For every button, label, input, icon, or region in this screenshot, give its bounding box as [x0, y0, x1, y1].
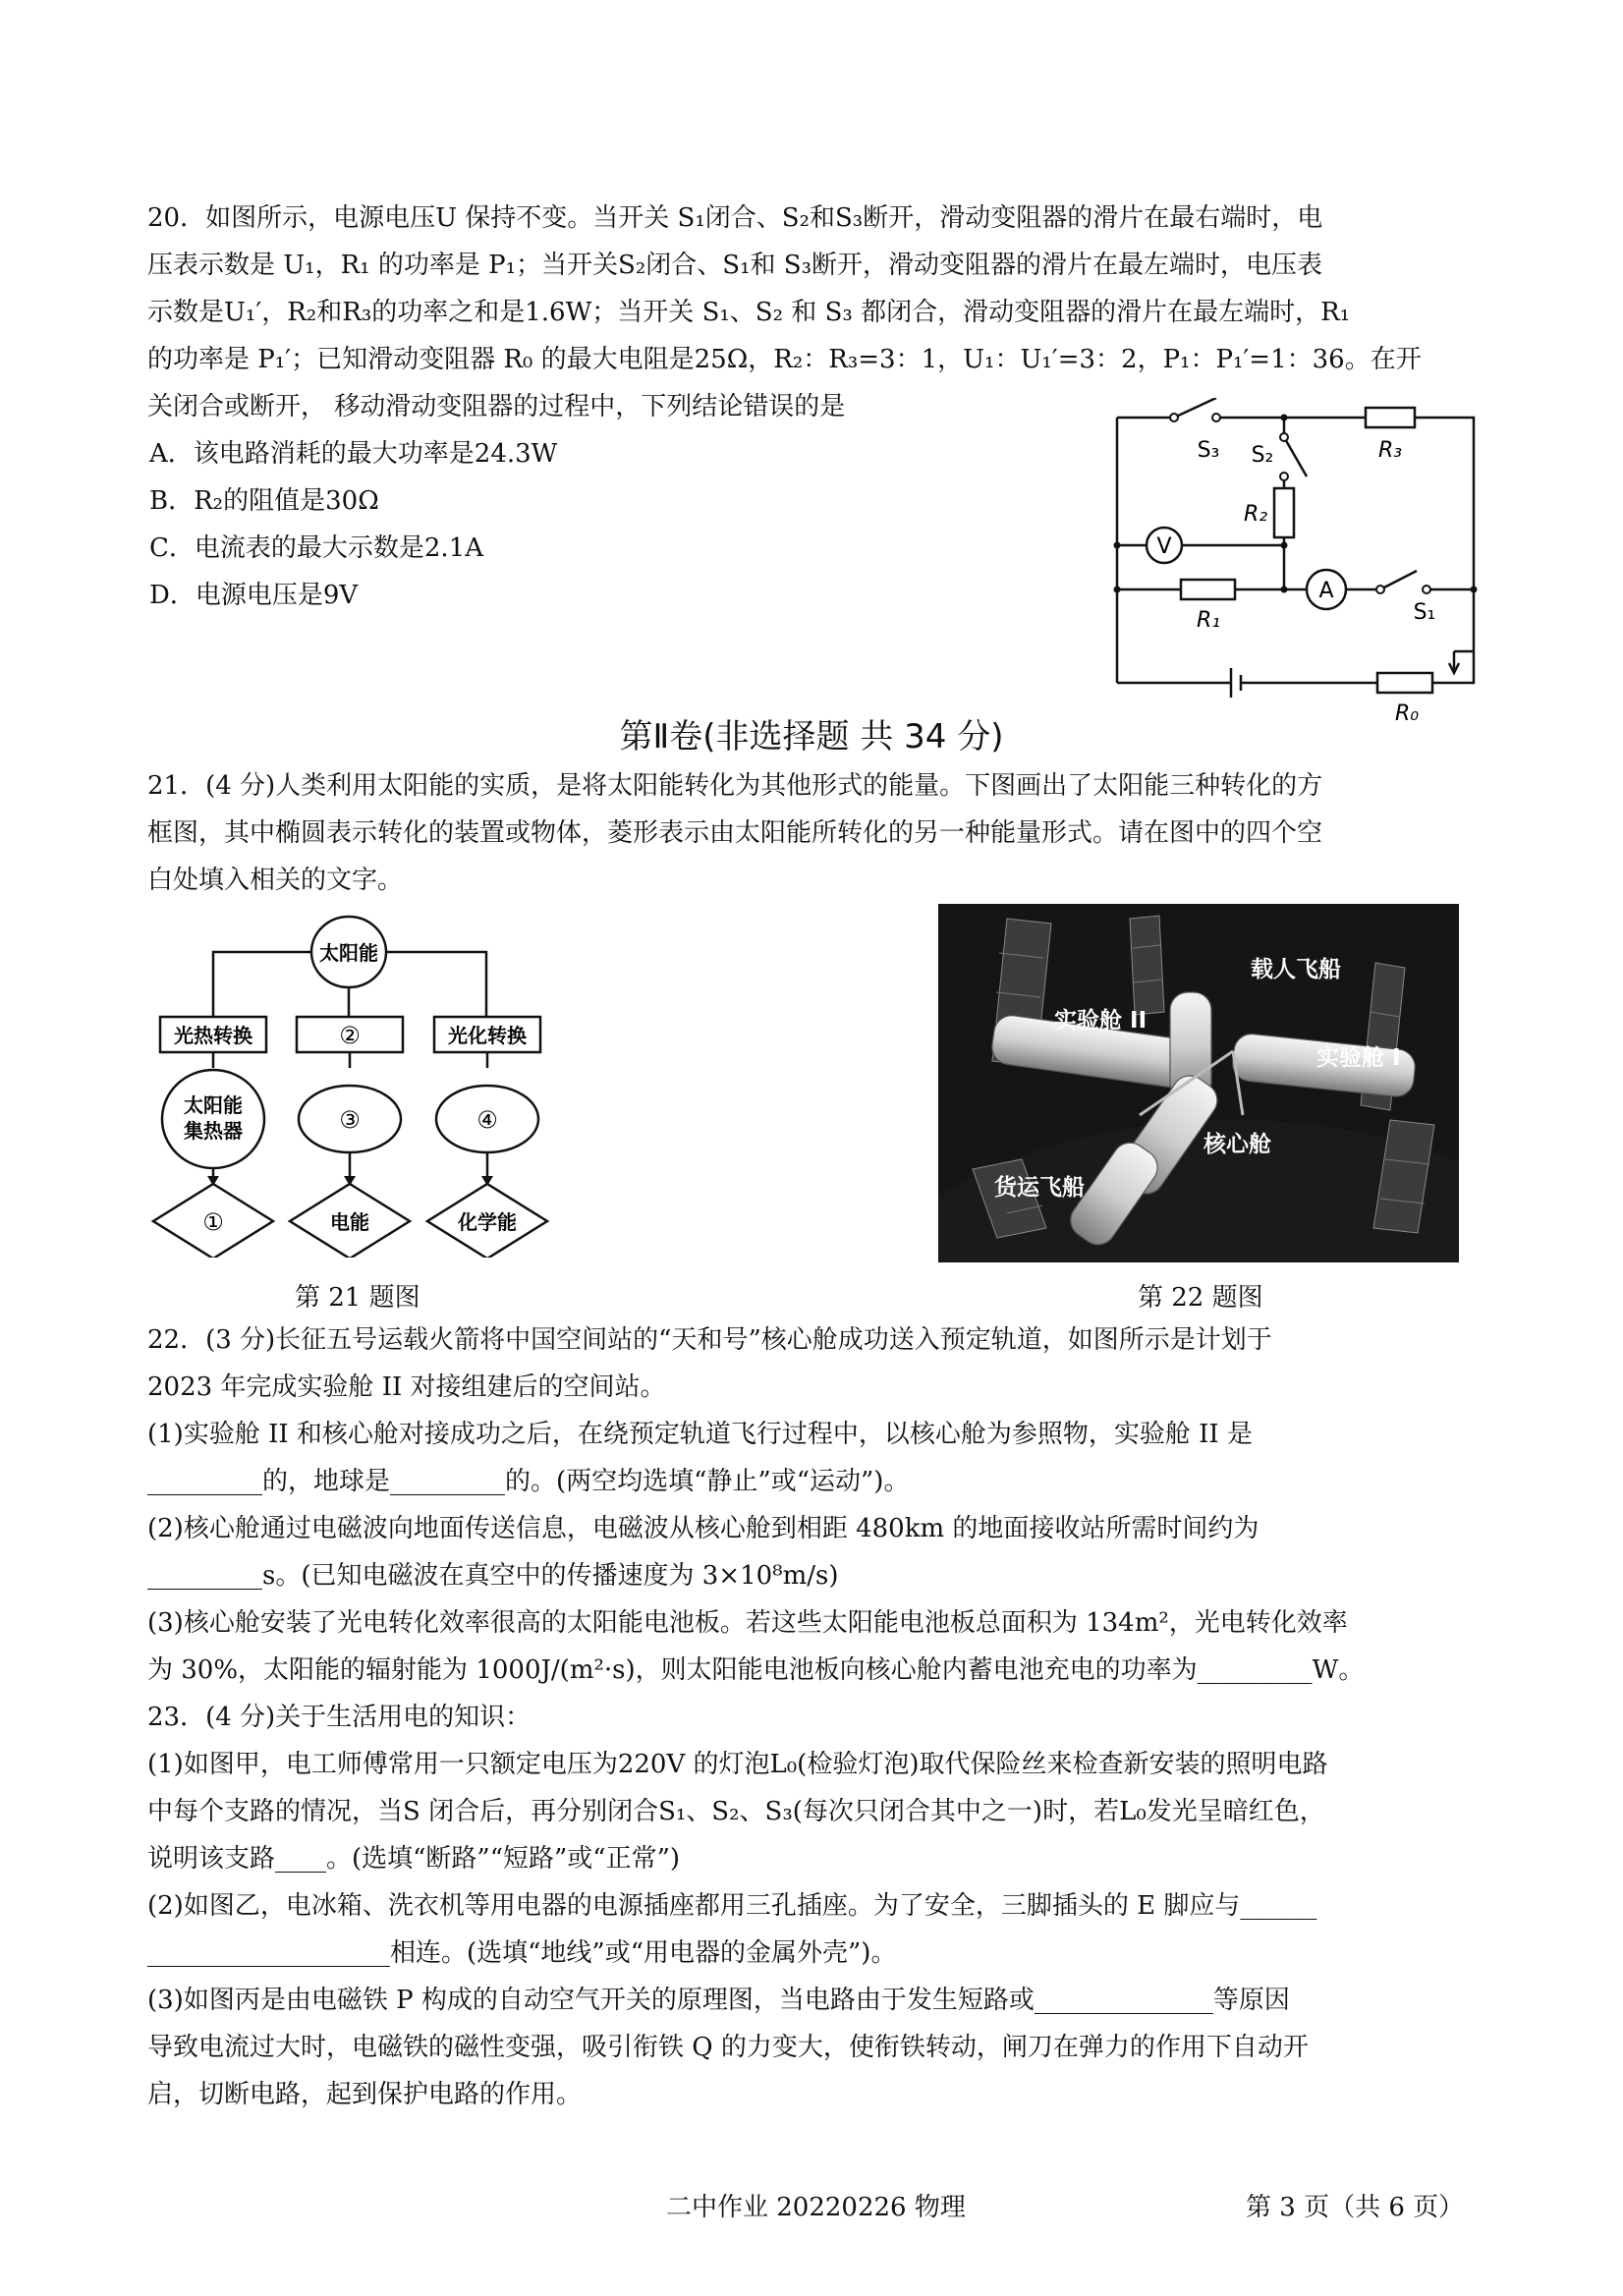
q21-line: 白处填入相关的文字。 — [147, 866, 404, 895]
q22-line: 2023 年完成实验舱 II 对接组建后的空间站。 — [147, 1372, 666, 1402]
diagram-ellipse-collector-2: 集热器 — [184, 1119, 243, 1143]
q21-caption: 第 21 题图 — [295, 1283, 420, 1313]
q23-line: 导致电流过大时，电磁铁的磁性变强，吸引衔铁 Q 的力变大，使衔铁转动，闸刀在弹力的作用下自动开 — [147, 2033, 1309, 2062]
q20-circuit-diagram — [1100, 398, 1493, 732]
q23-line: (1)如图甲，电工师傅常用一只额定电压为220V 的灯泡L₀(检验灯泡)取代保险丝来检查新安装的照明电路 — [147, 1750, 1328, 1779]
section-title: 第Ⅱ卷(非选择题 共 34 分) — [619, 717, 1004, 756]
label-core-module: 核心舱 — [1203, 1132, 1271, 1157]
s2-label: S₂ — [1251, 443, 1274, 468]
ammeter-label: A — [1318, 579, 1334, 603]
q22-caption: 第 22 题图 — [1138, 1283, 1263, 1313]
footer-left: 二中作业 20220226 物理 — [666, 2193, 966, 2222]
q23-line: 23．(4 分)关于生活用电的知识： — [147, 1703, 532, 1732]
diagram-ellipse-blank-3: ③ — [339, 1106, 361, 1134]
q20-option-c: C．电流表的最大示数是2.1A — [149, 533, 484, 563]
q22-line: (1)实验舱 II 和核心舱对接成功之后，在绕预定轨道飞行过程中，以核心舱为参照物，实验舱 II 是 — [147, 1420, 1253, 1449]
q23-line: 中每个支路的情况，当S 闭合后，再分别闭合S₁、S₂、S₃(每次只闭合其中之一)时，若L₀发光呈暗红色， — [147, 1797, 1325, 1826]
diagram-diamond-chemical: 化学能 — [458, 1210, 517, 1234]
q22-line: _________的，地球是_________的。(两空均选填“静止”或“运动”)。 — [147, 1467, 910, 1496]
q21-line: 框图，其中椭圆表示转化的装置或物体，菱形表示由太阳能所转化的另一种能量形式。请在图中的四个空 — [147, 818, 1323, 848]
label-lab-module-2: 实验舱 II — [1054, 1008, 1147, 1034]
voltmeter-label: V — [1156, 534, 1172, 559]
label-cargo-spacecraft: 货运飞船 — [994, 1175, 1085, 1201]
r0-label: R₀ — [1394, 701, 1420, 726]
r2-label: R₂ — [1243, 502, 1268, 527]
space-station-photo — [938, 904, 1459, 1262]
diagram-diamond-blank-1: ① — [202, 1208, 224, 1236]
q22-line: 为 30%，太阳能的辐射能为 1000J/(m²·s)，则太阳能电池板向核心舱内蓄电池充电的功率为_________W。 — [147, 1655, 1365, 1685]
q20-option-d: D．电源电压是9V — [149, 581, 359, 610]
q20-line: 关闭合或断开， 移动滑动变阻器的过程中，下列结论错误的是 — [147, 392, 846, 421]
q22-line: 22．(3 分)长征五号运载火箭将中国空间站的“天和号”核心舱成功送入预定轨道，如图所示是计划于 — [147, 1325, 1272, 1355]
q22-line: (2)核心舱通过电磁波向地面传送信息，电磁波从核心舱到相距 480km 的地面接收站所需时间约为 — [147, 1514, 1259, 1543]
diagram-ellipse-collector-1: 太阳能 — [184, 1093, 243, 1117]
q20-line: 20．如图所示，电源电压U 保持不变。当开关 S₁闭合、S₂和S₃断开，滑动变阻器的滑片在最右端时，电 — [147, 203, 1323, 233]
diagram-box-blank-2: ② — [339, 1022, 361, 1049]
q22-line: _________s。(已知电磁波在真空中的传播速度为 3×10⁸m/s) — [147, 1561, 839, 1591]
q20-line: 的功率是 P₁′；已知滑动变阻器 R₀ 的最大电阻是25Ω，R₂：R₃=3：1，U₁：U₁′=3：2，P₁：P₁′=1：36。在开 — [147, 345, 1422, 374]
label-lab-module-1: 实验舱 I — [1316, 1045, 1401, 1071]
q20-line: 压表示数是 U₁，R₁ 的功率是 P₁；当开关S₂闭合、S₁和 S₃断开，滑动变阻器的滑片在最左端时，电压表 — [147, 251, 1323, 280]
q21-line: 21．(4 分)人类利用太阳能的实质，是将太阳能转化为其他形式的能量。下图画出了太阳能三种转化的方 — [147, 771, 1323, 801]
diagram-diamond-electric: 电能 — [330, 1210, 369, 1234]
footer-page-number: 第 3 页（共 6 页） — [1246, 2193, 1465, 2222]
label-manned-spacecraft: 载人飞船 — [1251, 957, 1341, 982]
r3-label: R₃ — [1377, 438, 1403, 463]
diagram-ellipse-blank-4: ④ — [476, 1106, 498, 1134]
r1-label: R₁ — [1196, 608, 1221, 633]
q23-line: ___________________相连。(选填“地线”或“用电器的金属外壳”)。 — [147, 1938, 897, 1968]
diagram-box-photothermal: 光热转换 — [174, 1024, 252, 1047]
q23-line: (2)如图乙，电冰箱、洗衣机等用电器的电源插座都用三孔插座。为了安全，三脚插头的 E 脚应与______ — [147, 1891, 1317, 1921]
diagram-solar-energy: 太阳能 — [319, 941, 378, 965]
diagram-box-photochemical: 光化转换 — [448, 1024, 527, 1047]
q20-option-a: A．该电路消耗的最大功率是24.3W — [149, 439, 558, 469]
s3-label: S₃ — [1197, 438, 1220, 463]
q20-line: 示数是U₁′，R₂和R₃的功率之和是1.6W；当开关 S₁、S₂ 和 S₃ 都闭合，滑动变阻器的滑片在最左端时，R₁ — [147, 298, 1351, 327]
q23-line: (3)如图丙是由电磁铁 P 构成的自动空气开关的原理图，当电路由于发生短路或______________等原因 — [147, 1986, 1290, 2015]
q22-line: (3)核心舱安装了光电转化效率很高的太阳能电池板。若这些太阳能电池板总面积为 134m²，光电转化效率 — [147, 1608, 1348, 1638]
s1-label: S₁ — [1413, 600, 1436, 625]
q20-option-b: B．R₂的阻值是30Ω — [149, 486, 379, 516]
q23-line: 说明该支路____。(选填“断路”“短路”或“正常”) — [147, 1844, 681, 1874]
q23-line: 启，切断电路，起到保护电路的作用。 — [147, 2080, 583, 2109]
q21-flow-diagram — [142, 909, 585, 1258]
